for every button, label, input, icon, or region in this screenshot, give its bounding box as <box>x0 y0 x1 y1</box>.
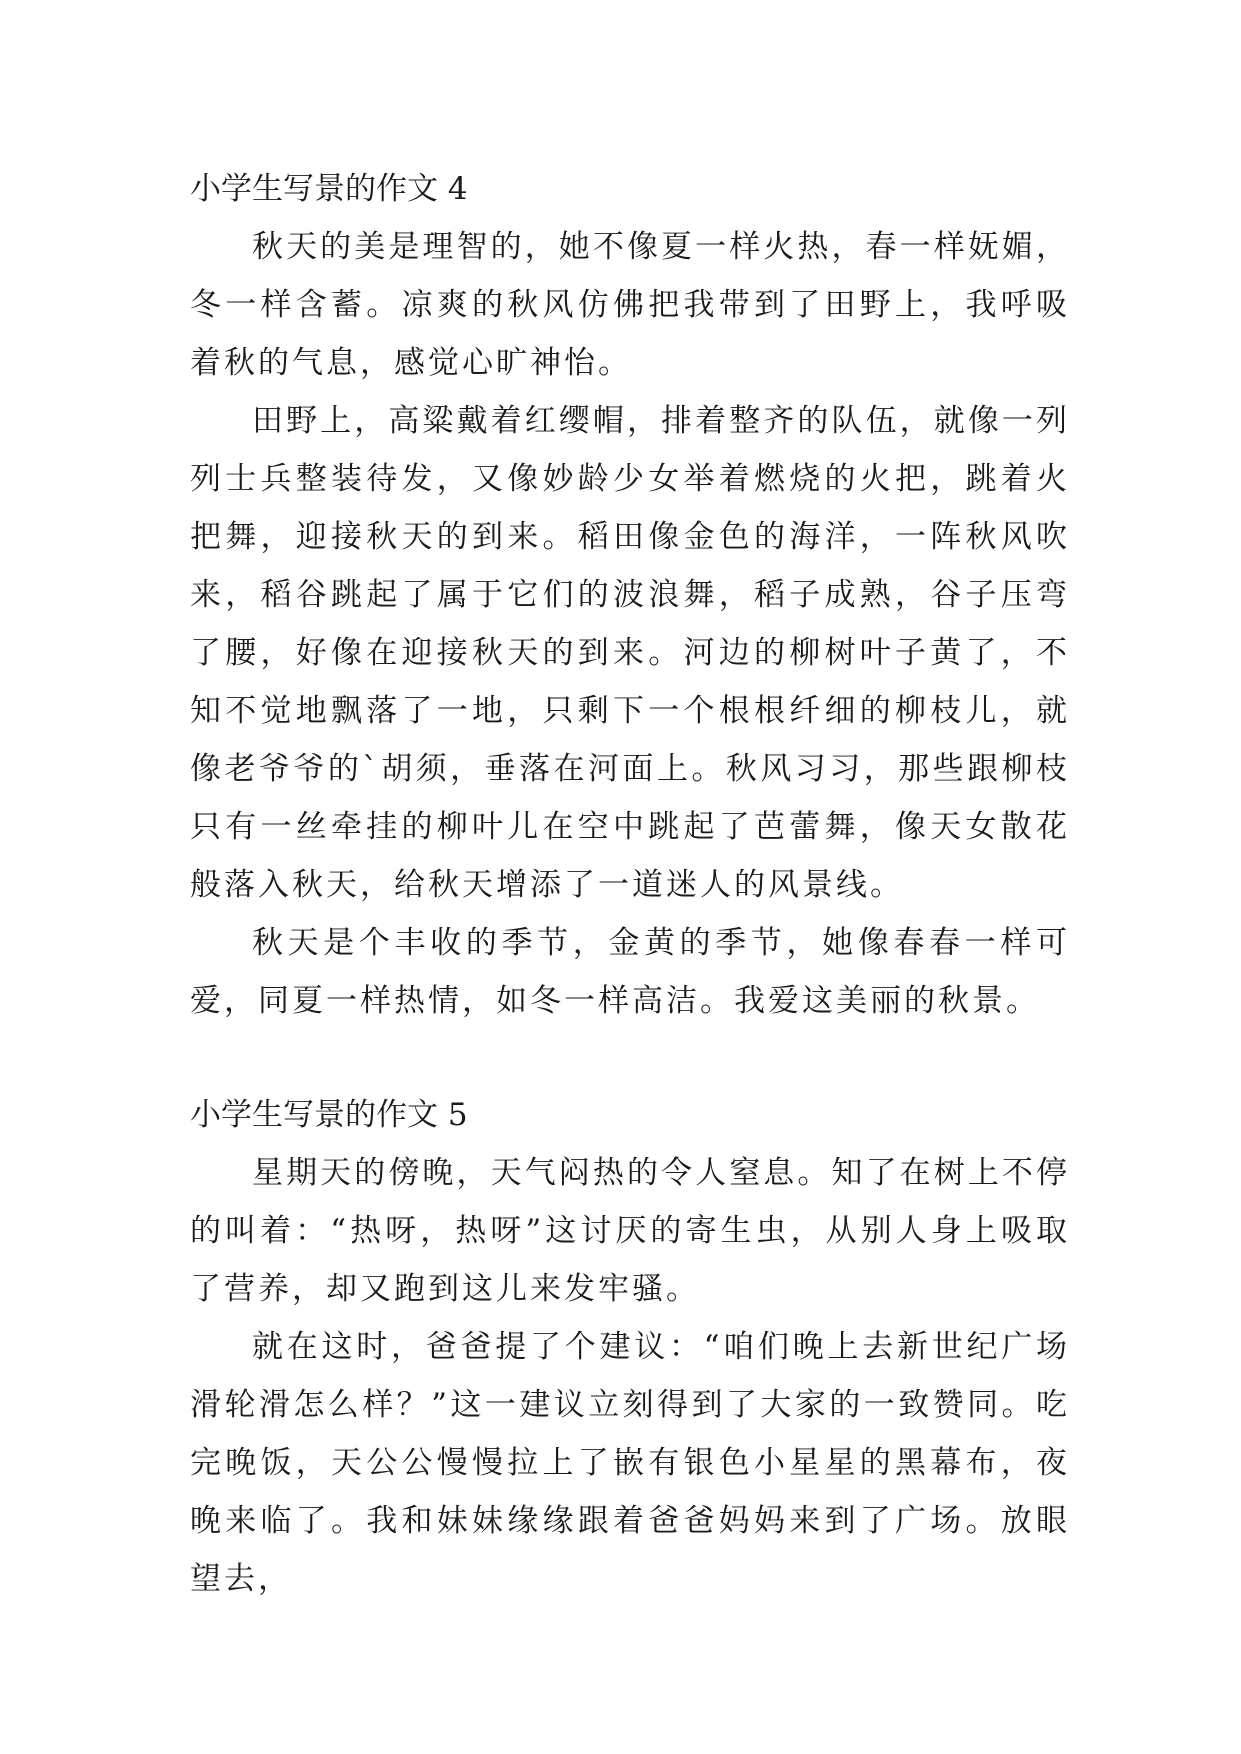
paragraph: 秋天的美是理智的，她不像夏一样火热，春一样妩媚，冬一样含蓄。凉爽的秋风仿佛把我带到了田野上，我呼吸着秋的气息，感觉心旷神怡。 <box>190 229 1070 381</box>
essay-section-4 <box>190 160 1070 1030</box>
document-body <box>190 160 1070 1608</box>
section-title: 小学生写景的作文 4 <box>190 171 468 207</box>
paragraph: 秋天是个丰收的季节，金黄的季节，她像春春一样可爱，同夏一样热情，如冬一样高洁。我爱这美丽的秋景。 <box>190 925 1070 1019</box>
section-title: 小学生写景的作文 5 <box>190 1097 468 1133</box>
essay-section-5 <box>190 1086 1070 1608</box>
section-spacer <box>190 1030 1070 1086</box>
paragraph: 星期天的傍晚，天气闷热的令人窒息。知了在树上不停的叫着：“热呀，热呀”这讨厌的寄生虫，从别人身上吸取了营养，却又跑到这儿来发牢骚。 <box>190 1155 1070 1307</box>
paragraph: 就在这时，爸爸提了个建议：“咱们晚上去新世纪广场滑轮滑怎么样？”这一建议立刻得到了大家的一致赞同。吃完晚饭，天公公慢慢拉上了嵌有银色小星星的黑幕布，夜晚来临了。我和妹妹缘缘跟着爸爸妈妈来到了广场。放眼望去， <box>190 1329 1070 1597</box>
paragraph: 田野上，高粱戴着红缨帽，排着整齐的队伍，就像一列列士兵整装待发，又像妙龄少女举着燃烧的火把，跳着火把舞，迎接秋天的到来。稻田像金色的海洋，一阵秋风吹来，稻谷跳起了属于它们的波浪舞，稻子成熟，谷子压弯了腰，好像在迎接秋天的到来。河边的柳树叶子黄了，不知不觉地飘落了一地，只剩下一个根根纤细的柳枝儿，就像老爷爷的`胡须，垂落在河面上。秋风习习，那些跟柳枝只有一丝牵挂的柳叶儿在空中跳起了芭蕾舞，像天女散花般落入秋天，给秋天增添了一道迷人的风景线。 <box>190 403 1070 903</box>
